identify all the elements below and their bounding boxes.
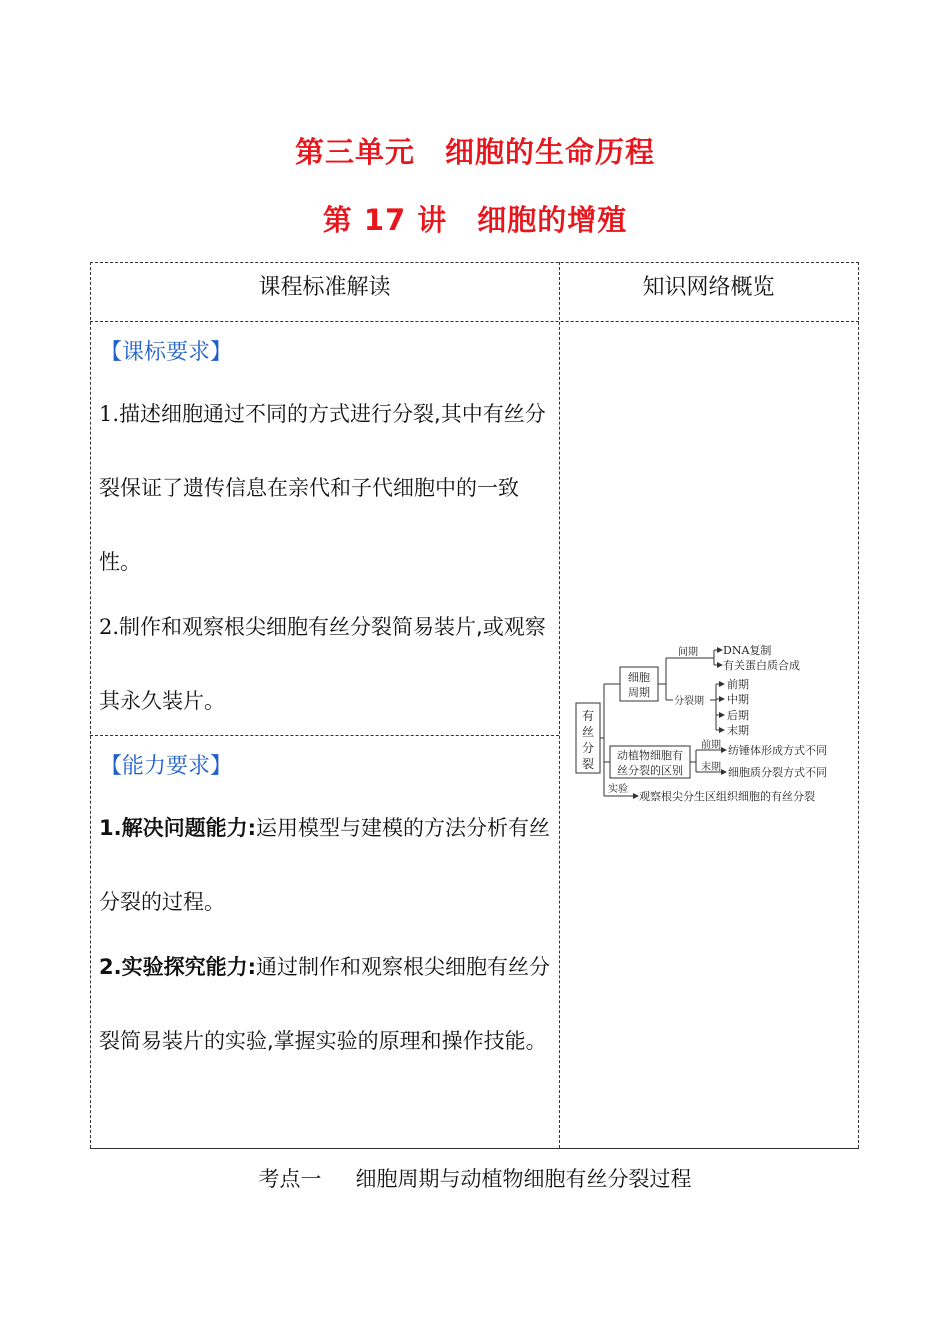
interphase-label: 间期	[678, 647, 698, 658]
protein-synthesis: 有关蛋白质合成	[723, 659, 800, 672]
unit-title: 第三单元 细胞的生命历程	[294, 135, 655, 169]
header-course-standard: 课程标准解读	[258, 275, 391, 300]
root-char-3: 分	[581, 741, 595, 755]
root-char-2: 丝	[581, 725, 595, 739]
root-char-1: 有	[581, 709, 595, 723]
header-knowledge-network: 知识网络概览	[642, 275, 775, 300]
prophase: 前期	[727, 678, 749, 691]
standard-item-2: 2.制作和观察根尖细胞有丝分裂简易装片,或观察其永久装片。	[99, 615, 546, 713]
division-phase-label: 分裂期	[674, 696, 704, 707]
table-header-divider	[90, 321, 859, 322]
ability-item-1: 1.解决问题能力:运用模型与建模的方法分析有丝分裂的过程。	[99, 816, 550, 914]
dna-replication: DNA复制	[723, 644, 772, 657]
diff-telophase-label: 末期	[701, 762, 721, 773]
root-char-4: 裂	[581, 757, 595, 771]
difference-line-2: 丝分裂的区别	[617, 764, 683, 777]
table-bottom-border	[90, 1148, 859, 1149]
lecture-title: 第 17 讲 细胞的增殖	[322, 203, 628, 237]
diff-prophase-text: 纺锤体形成方式不同	[728, 744, 827, 757]
ability-item-2: 2.实验探究能力:通过制作和观察根尖细胞有丝分裂简易装片的实验,掌握实验的原理和操作技能。	[99, 955, 550, 1053]
section-heading: 考点一 细胞周期与动植物细胞有丝分裂过程	[258, 1167, 692, 1191]
root-label	[582, 709, 594, 771]
cell-cycle-line-1: 细胞	[628, 671, 650, 684]
table-middle-border	[559, 262, 560, 1148]
standard-item-1: 1.描述细胞通过不同的方式进行分裂,其中有丝分裂保证了遗传信息在亲代和子代细胞中的一致性。	[99, 402, 546, 574]
ability-tag: 【能力要求】	[100, 754, 233, 779]
anaphase: 后期	[727, 709, 749, 722]
table-right-border	[858, 262, 859, 1148]
knowledge-network-diagram	[570, 638, 852, 808]
metaphase: 中期	[727, 693, 749, 706]
standard-tag: 【课标要求】	[100, 340, 233, 365]
diff-telophase-text: 细胞质分裂方式不同	[728, 766, 827, 779]
diff-prophase-label: 前期	[701, 740, 721, 751]
experiment-text: 观察根尖分生区组织细胞的有丝分裂	[639, 790, 815, 803]
difference-line-1: 动植物细胞有	[617, 749, 683, 762]
telophase: 末期	[727, 724, 749, 737]
table-left-border	[90, 262, 91, 1148]
cell-cycle-line-2: 周期	[628, 686, 650, 699]
experiment-label: 实验	[608, 784, 628, 795]
